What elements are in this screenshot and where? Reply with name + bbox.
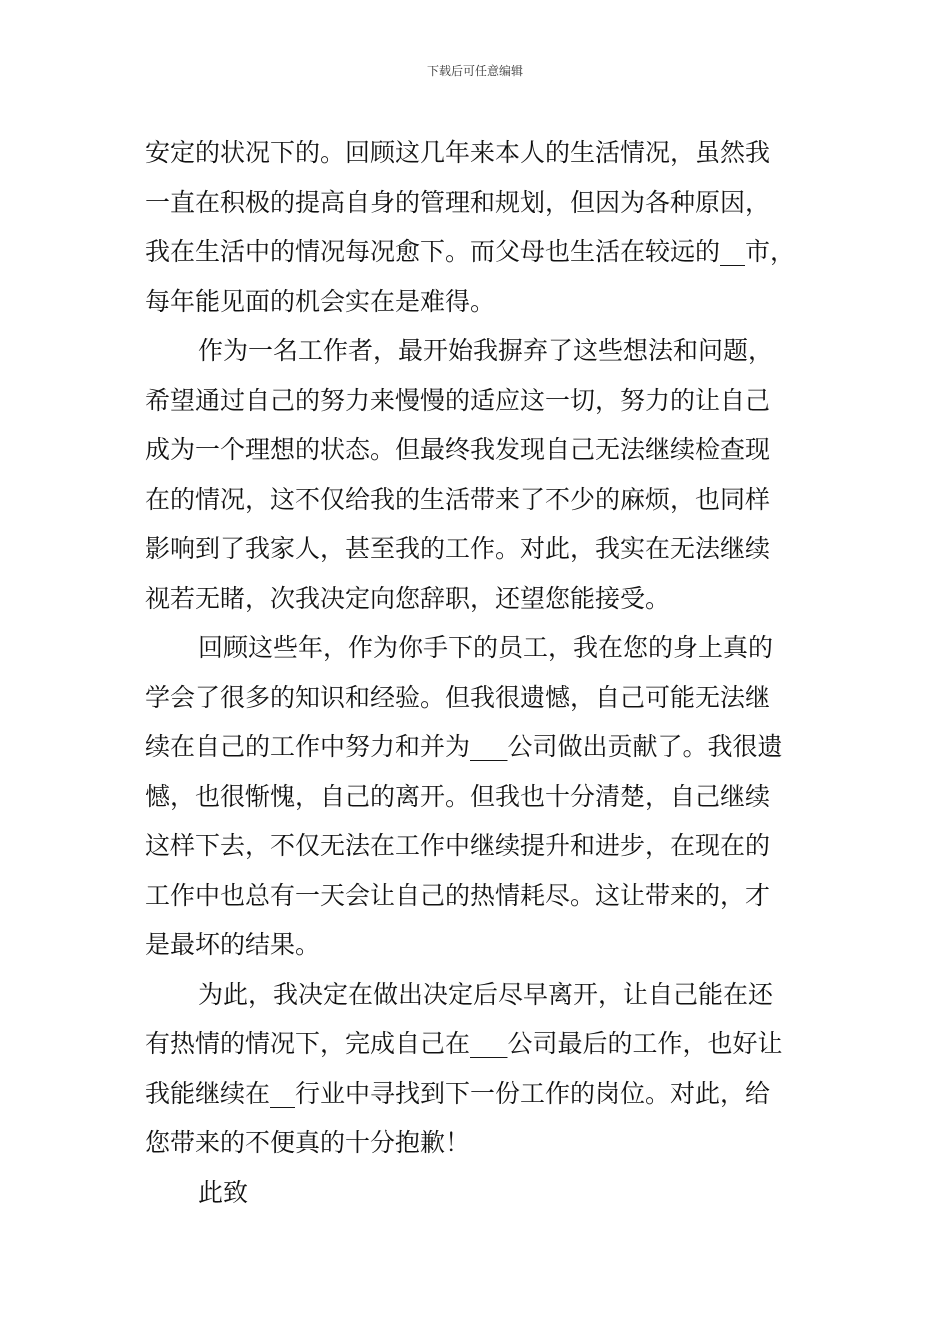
text-line: 一直在积极的提高自身的管理和规划，但因为各种原因，	[145, 187, 771, 217]
text-line: 安定的状况下的。回顾这几年来本人的生活情况，虽然我	[145, 138, 771, 167]
paragraph-start-line: 回顾这些年，作为你手下的员工，我在您的身上真的	[198, 633, 774, 662]
text-line: 有热情的情况下，完成自己在___公司最后的工作，也好让	[145, 1029, 783, 1058]
letter-body	[145, 128, 835, 1217]
text-line: 成为一个理想的状态。但最终我发现自己无法继续检查现	[145, 435, 771, 464]
page-header: 下载后可任意编辑	[426, 64, 523, 78]
text-line: 视若无睹，次我决定向您辞职，还望您能接受。	[145, 583, 671, 613]
text-line: 我能继续在__行业中寻找到下一份工作的岗位。对此，给	[145, 1078, 771, 1108]
text-line: 憾，也很惭愧，自己的离开。但我也十分清楚，自己继续	[145, 781, 771, 811]
text-line: 希望通过自己的努力来慢慢的适应这一切，努力的让自己	[145, 385, 771, 415]
paragraph-start-line: 作为一名工作者，最开始我摒弃了这些想法和问题，	[198, 336, 774, 365]
text-line: 工作中也总有一天会让自己的热情耗尽。这让带来的，才	[145, 880, 771, 910]
paragraph-start-line: 为此，我决定在做出决定后尽早离开，让自己能在还	[198, 979, 774, 1009]
text-line: 续在自己的工作中努力和并为___公司做出贡献了。我很遗	[145, 732, 783, 761]
text-line: 这样下去，不仅无法在工作中继续提升和进步，在现在的	[145, 831, 771, 860]
text-line: 影响到了我家人，甚至我的工作。对此，我实在无法继续	[145, 534, 771, 563]
closing-line: 此致	[198, 1177, 249, 1207]
text-line: 您带来的不便真的十分抱歉！	[145, 1128, 471, 1157]
text-line: 学会了很多的知识和经验。但我很遗憾，自己可能无法继	[145, 682, 771, 712]
text-line: 在的情况，这不仅给我的生活带来了不少的麻烦，也同样	[145, 484, 771, 514]
text-line: 我在生活中的情况每况愈下。而父母也生活在较远的__市，	[145, 237, 796, 266]
text-line: 每年能见面的机会实在是难得。	[145, 286, 496, 316]
text-line: 是最坏的结果。	[145, 930, 321, 959]
